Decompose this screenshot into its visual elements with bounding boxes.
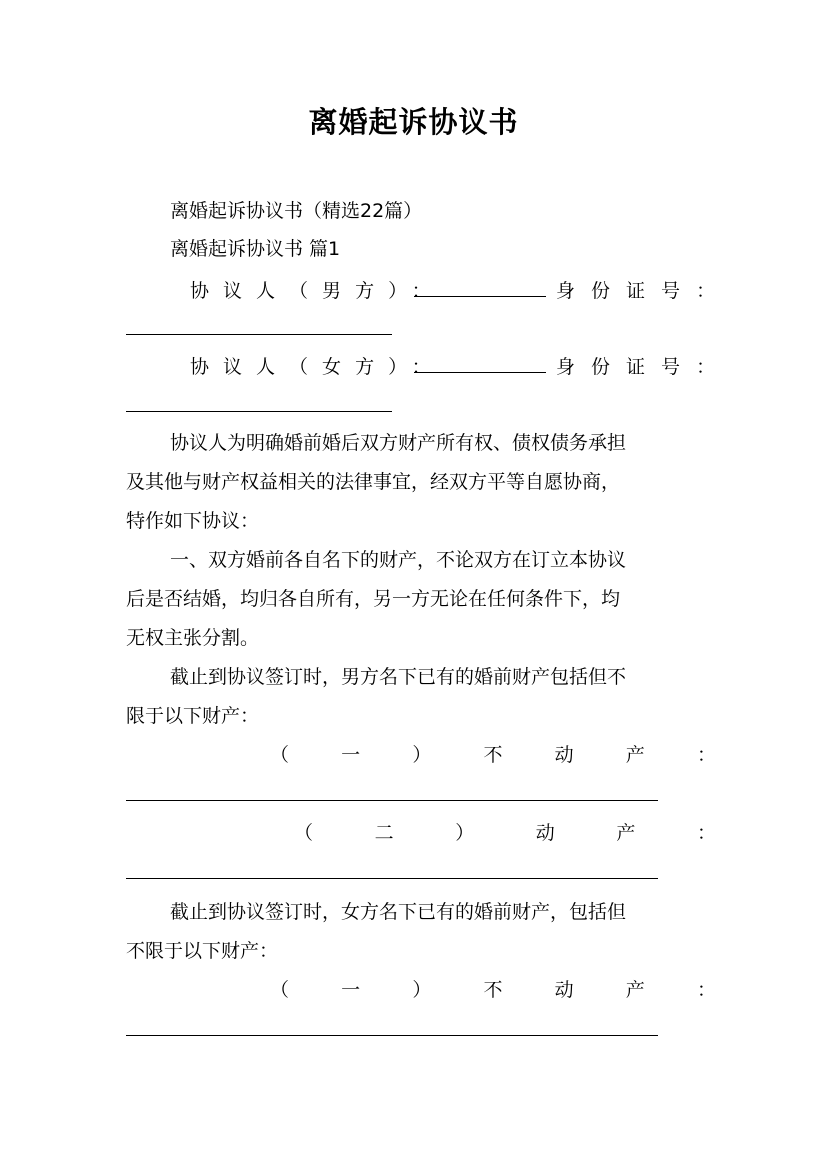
para1-line: 协议人为明确婚前婚后双方财产所有权、债权债务承担 bbox=[170, 432, 627, 454]
item-char: 一 bbox=[341, 744, 361, 766]
para1-line: 特作如下协议： bbox=[126, 510, 260, 532]
party-female-char: 人（ bbox=[256, 356, 323, 378]
item-char: ： bbox=[696, 979, 716, 1001]
para1-line: 及其他与财产权益相关的法律事宜，经双方平等自愿协商， bbox=[126, 471, 621, 493]
real-estate-blank[interactable] bbox=[126, 800, 658, 801]
male-id-label bbox=[556, 278, 731, 304]
id-char: ： bbox=[696, 356, 732, 378]
section-heading: 离婚起诉协议书 篇1 bbox=[170, 238, 341, 260]
male-assets-line: 截止到协议签订时，男方名下已有的婚前财产包括但不 bbox=[170, 666, 627, 688]
item-char: （ bbox=[294, 822, 314, 844]
male-assets-line: 限于以下财产： bbox=[126, 705, 260, 727]
party-male-label bbox=[190, 278, 445, 304]
item-char: ： bbox=[696, 822, 716, 844]
item-char: ） bbox=[412, 744, 432, 766]
item-real-estate bbox=[126, 742, 716, 768]
item-char: 不 bbox=[483, 744, 503, 766]
item-movable bbox=[126, 820, 716, 846]
id-char: 证 bbox=[626, 280, 662, 302]
real-estate-2-blank[interactable] bbox=[126, 1035, 658, 1036]
clause1-line: 一、双方婚前各自名下的财产，不论双方在订立本协议 bbox=[170, 549, 627, 571]
item-char: （ bbox=[270, 979, 290, 1001]
id-char: 份 bbox=[591, 356, 627, 378]
item-char: 动 bbox=[535, 822, 555, 844]
item-char: ） bbox=[455, 822, 475, 844]
item-char: （ bbox=[270, 744, 290, 766]
party-male-char: 人（ bbox=[256, 280, 323, 302]
party-male-char: 协 bbox=[190, 280, 224, 302]
id-char: 号 bbox=[661, 356, 697, 378]
item-real-estate-2 bbox=[126, 977, 716, 1003]
party-female-char: 议 bbox=[223, 356, 257, 378]
item-char: 产 bbox=[625, 979, 645, 1001]
movable-blank[interactable] bbox=[126, 878, 658, 879]
female-assets-line: 不限于以下财产： bbox=[126, 940, 279, 962]
clause1-line: 后是否结婚，均归各自所有，另一方无论在任何条件下，均 bbox=[126, 588, 621, 610]
item-char: 产 bbox=[616, 822, 636, 844]
item-char: 不 bbox=[483, 979, 503, 1001]
item-char: ： bbox=[696, 744, 716, 766]
id-char: 证 bbox=[626, 356, 662, 378]
item-char: 动 bbox=[554, 744, 574, 766]
item-char: 一 bbox=[341, 979, 361, 1001]
item-char: 产 bbox=[625, 744, 645, 766]
party-female-label bbox=[190, 354, 445, 380]
party-male-char: 男 bbox=[322, 280, 356, 302]
party-male-char: 方）： bbox=[355, 280, 445, 302]
male-name-blank[interactable] bbox=[414, 296, 546, 297]
party-female-char: 方）： bbox=[355, 356, 445, 378]
clause1-line: 无权主张分割。 bbox=[126, 627, 260, 649]
item-char: 二 bbox=[374, 822, 394, 844]
female-assets-line: 截止到协议签订时，女方名下已有的婚前财产，包括但 bbox=[170, 901, 627, 923]
male-id-blank[interactable] bbox=[126, 334, 392, 335]
id-char: 号 bbox=[661, 280, 697, 302]
subtitle: 离婚起诉协议书（精选22篇） bbox=[170, 200, 423, 222]
id-char: ： bbox=[696, 280, 732, 302]
female-id-label bbox=[556, 354, 731, 380]
item-char: 动 bbox=[554, 979, 574, 1001]
id-char: 身 bbox=[556, 280, 592, 302]
female-id-blank[interactable] bbox=[126, 411, 392, 412]
document-title: 离婚起诉协议书 bbox=[308, 105, 519, 139]
party-female-char: 女 bbox=[322, 356, 356, 378]
item-char: ） bbox=[412, 979, 432, 1001]
party-female-char: 协 bbox=[190, 356, 224, 378]
party-male-char: 议 bbox=[223, 280, 257, 302]
id-char: 份 bbox=[591, 280, 627, 302]
id-char: 身 bbox=[556, 356, 592, 378]
female-name-blank[interactable] bbox=[414, 372, 546, 373]
